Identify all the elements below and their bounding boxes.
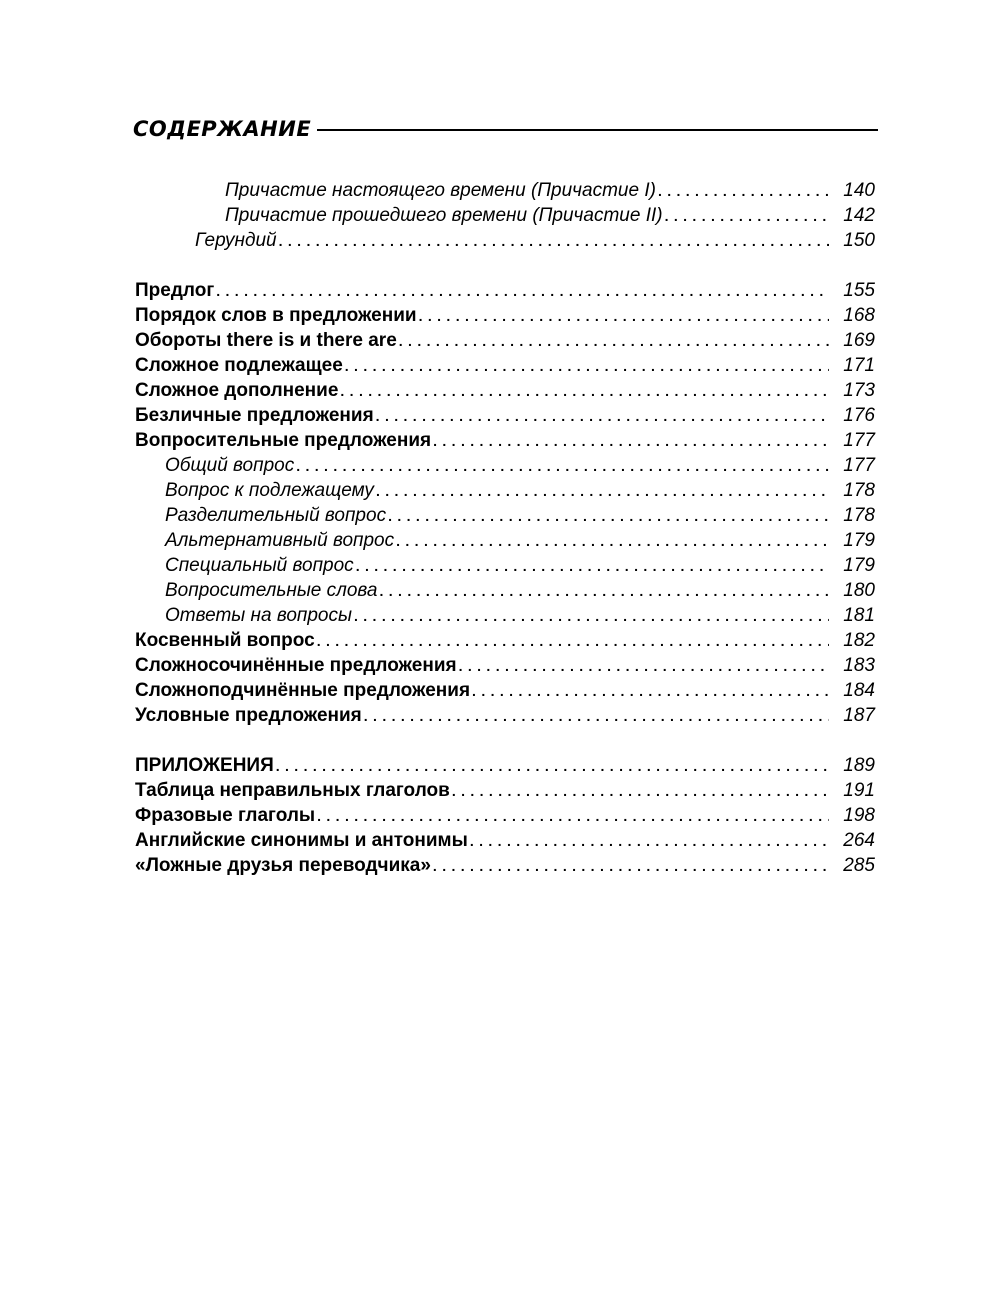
toc-entry-page: 183 xyxy=(843,655,875,676)
dot-leader xyxy=(296,453,829,479)
toc-entry-page: 181 xyxy=(843,605,875,626)
dot-leader xyxy=(470,828,829,854)
toc-entry-label: Альтернативный вопрос xyxy=(165,530,395,551)
dot-leader xyxy=(317,803,829,829)
toc-entry[interactable] xyxy=(135,653,875,678)
toc-entry-label: Вопросительные предложения xyxy=(135,430,432,451)
dot-leader xyxy=(340,378,829,404)
toc-entry[interactable] xyxy=(165,553,875,578)
toc-entry-page: 264 xyxy=(843,830,875,851)
dot-leader xyxy=(345,353,829,379)
toc-entry-label: Сложносочинённые предложения xyxy=(135,655,457,676)
toc-entry-label: Сложное дополнение xyxy=(135,380,339,401)
dot-leader xyxy=(380,578,830,604)
toc-entry[interactable] xyxy=(225,178,875,203)
toc-entry-page: 177 xyxy=(843,455,875,476)
dot-leader xyxy=(317,628,829,654)
toc-entry[interactable] xyxy=(165,478,875,503)
toc-entry[interactable] xyxy=(135,703,875,728)
toc-entry-page: 189 xyxy=(843,755,875,776)
toc-entry[interactable] xyxy=(165,528,875,553)
toc-entry-page: 187 xyxy=(843,705,875,726)
toc-entry[interactable] xyxy=(165,503,875,528)
toc-entry-label: Ответы на вопросы xyxy=(165,605,352,626)
toc-entry-label: Английские синонимы и антонимы xyxy=(135,830,468,851)
toc-entry-page: 179 xyxy=(843,530,875,551)
toc-entry-label: Обороты there is и there are xyxy=(135,330,397,351)
toc-entry[interactable] xyxy=(135,628,875,653)
toc-entry-page: 182 xyxy=(843,630,875,651)
toc-entry-label: Вопрос к подлежащему xyxy=(165,480,374,501)
toc-entry[interactable] xyxy=(135,778,875,803)
toc-entry-page: 142 xyxy=(843,205,875,226)
toc-entry[interactable] xyxy=(135,378,875,403)
page-title: СОДЕРЖАНИЕ xyxy=(133,117,312,141)
toc-entry-page: 198 xyxy=(843,805,875,826)
toc-entry[interactable] xyxy=(165,578,875,603)
toc-entry-label: Фразовые глаголы xyxy=(135,805,316,826)
dot-leader xyxy=(452,778,829,804)
toc-entry[interactable] xyxy=(135,803,875,828)
dot-leader xyxy=(276,753,829,779)
toc-entry-label: Сложное подлежащее xyxy=(135,355,343,376)
dot-leader xyxy=(658,178,829,204)
toc-entry-label: Таблица неправильных глаголов xyxy=(135,780,450,801)
toc-entry-label: Общий вопрос xyxy=(165,455,295,476)
dot-leader xyxy=(354,603,829,629)
dot-leader xyxy=(472,678,829,704)
toc-entry-page: 191 xyxy=(843,780,875,801)
toc-entry[interactable] xyxy=(135,753,875,778)
dot-leader xyxy=(399,328,829,354)
page-header xyxy=(133,112,878,146)
dot-leader xyxy=(419,303,829,329)
toc-entry-page: 140 xyxy=(843,180,875,201)
toc-entry-label: Разделительный вопрос xyxy=(165,505,387,526)
dot-leader xyxy=(364,703,829,729)
toc-entry-page: 179 xyxy=(843,555,875,576)
toc-entry[interactable] xyxy=(165,453,875,478)
toc-entry[interactable] xyxy=(135,328,875,353)
toc-entry-page: 155 xyxy=(843,280,875,301)
toc-entry[interactable] xyxy=(135,428,875,453)
toc-entry-label: Предлог xyxy=(135,280,215,301)
dot-leader xyxy=(376,403,829,429)
toc-entry-page: 180 xyxy=(843,580,875,601)
toc-entry-page: 169 xyxy=(843,330,875,351)
toc-entry[interactable] xyxy=(225,203,875,228)
toc-entry[interactable] xyxy=(135,853,875,878)
toc-entry-label: Специальный вопрос xyxy=(165,555,354,576)
toc-entry-label: Безличные предложения xyxy=(135,405,374,426)
dot-leader xyxy=(356,553,829,579)
dot-leader xyxy=(433,428,829,454)
toc-entry-page: 176 xyxy=(843,405,875,426)
dot-leader xyxy=(665,203,829,229)
dot-leader xyxy=(216,278,829,304)
dot-leader xyxy=(396,528,829,554)
toc-entry-label: Порядок слов в предложении xyxy=(135,305,417,326)
dot-leader xyxy=(433,853,829,879)
toc-entry[interactable] xyxy=(135,303,875,328)
toc-entry[interactable] xyxy=(165,603,875,628)
toc-entry[interactable] xyxy=(135,403,875,428)
toc-entry-page: 150 xyxy=(843,230,875,251)
toc-entry-label: ПРИЛОЖЕНИЯ xyxy=(135,755,274,776)
toc-entry-label: Причастие настоящего времени (Причастие I) xyxy=(225,180,656,201)
header-rule xyxy=(317,129,878,131)
toc-entry-label: Сложноподчинённые предложения xyxy=(135,680,471,701)
toc-entry-page: 177 xyxy=(843,430,875,451)
dot-leader xyxy=(279,228,829,254)
toc-entry[interactable] xyxy=(135,278,875,303)
toc-entry[interactable] xyxy=(135,678,875,703)
toc-entry-label: Герундий xyxy=(195,230,277,251)
toc-entry-page: 178 xyxy=(843,480,875,501)
toc-entry-page: 178 xyxy=(843,505,875,526)
toc-entry-label: Косвенный вопрос xyxy=(135,630,315,651)
toc-entry[interactable] xyxy=(195,228,875,253)
toc-entry-label: Причастие прошедшего времени (Причастие II) xyxy=(225,205,663,226)
toc-entry-page: 184 xyxy=(843,680,875,701)
toc-entry-label: «Ложные друзья переводчика» xyxy=(135,855,431,876)
dot-leader xyxy=(459,653,829,679)
dot-leader xyxy=(376,478,829,504)
toc-entry-page: 173 xyxy=(843,380,875,401)
toc-entry[interactable] xyxy=(135,828,875,853)
toc-entry-label: Вопросительные слова xyxy=(165,580,378,601)
toc-entry-page: 168 xyxy=(843,305,875,326)
toc-entry[interactable] xyxy=(135,353,875,378)
toc-entry-page: 285 xyxy=(843,855,875,876)
dot-leader xyxy=(388,503,829,529)
toc-entry-label: Условные предложения xyxy=(135,705,362,726)
toc-entry-page: 171 xyxy=(843,355,875,376)
